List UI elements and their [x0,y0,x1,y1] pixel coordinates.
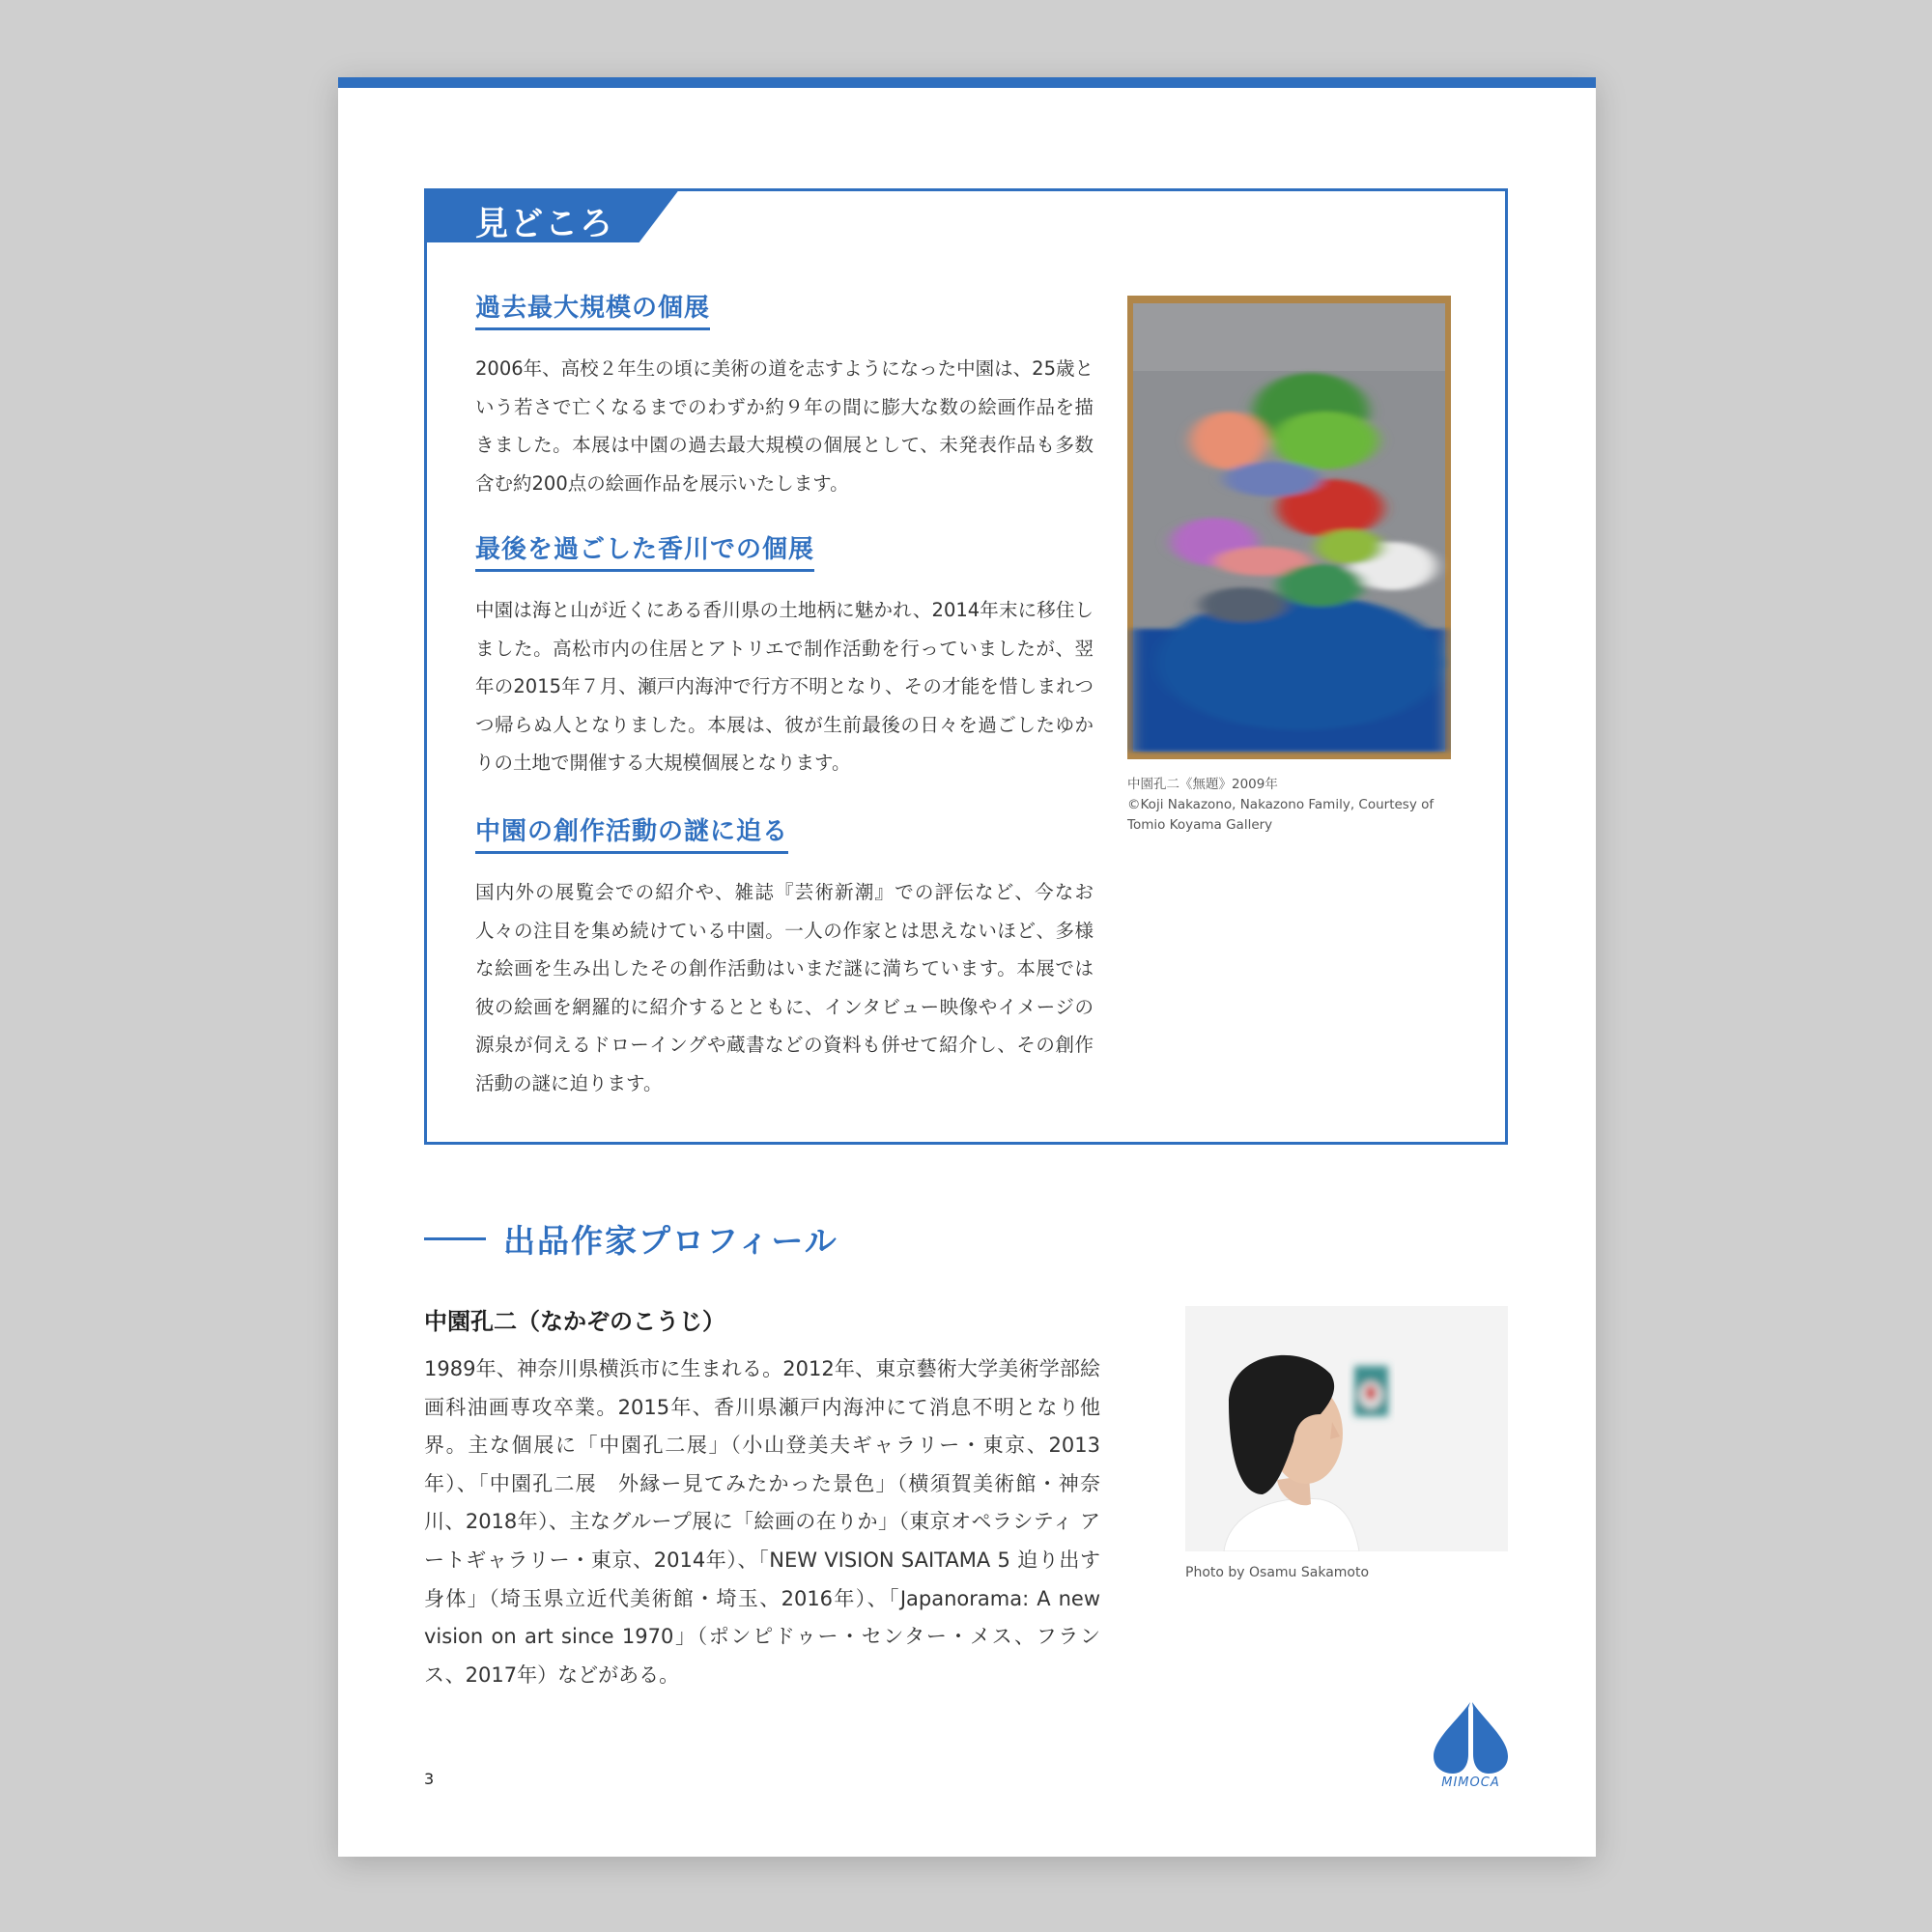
artwork-image [1127,296,1451,759]
highlights-tab-label: 見どころ [475,205,614,243]
artist-name: 中園孔二（なかぞのこうじ） [424,1308,725,1335]
profile-title: 出品作家プロフィール [503,1221,838,1260]
logo-text: MIMOCA [1441,1776,1500,1790]
highlight-body: 2006年、高校２年生の頃に美術の道を志すようになった中園は、25歳という若さで亡くなるまでのわずか約９年の間に膨大な数の絵画作品を描きました。本展は中園の過去最大規模の個展として、未発表作品も多数含む約200点の絵画作品を展示いたします。 [475,357,1094,495]
highlights-box [424,188,1508,1145]
profile-section-header [424,1217,838,1260]
artist-portrait-photo [1185,1306,1508,1551]
museum-logo [1430,1700,1512,1797]
mimoca-logo-icon [1430,1700,1512,1777]
artist-bio: 1989年、神奈川県横浜市に生まれる。2012年、東京藝術大学美術学部絵画科油画専攻卒業。2015年、香川県瀬戸内海沖にて消息不明となり他界。主な個展に「中園孔二展」（小山登美夫ギャラリー・東京、2013年）、「中園孔二展 外縁ー見てみたかった景色」（横須賀美術館・神奈川、2018年）、主なグループ展に「絵画の在りか」（東京オペラシティ アートギャラリー・東京、2014年）、「NEW VISION SAITAMA 5 迫り出す身体」（埼玉県立近代美術館・埼玉、2016年）、「Japanorama: A new vision on art since 1970」（ポンピドゥー・センター・メス、フランス、2017年）などがある。 [424,1357,1100,1687]
highlight-heading: 最後を過ごした香川での個展 [475,529,814,572]
artwork-caption [1127,775,1475,836]
highlight-section-1 [475,288,1094,502]
highlight-heading: 中園の創作活動の謎に迫る [475,811,788,854]
highlight-section-3 [475,811,1094,1102]
page-number: 3 [424,1770,435,1788]
top-accent-bar [338,77,1596,88]
highlight-body: 国内外の展覧会での紹介や、雑誌『芸術新潮』での評伝など、今なお人々の注目を集め続けている中園。一人の作家とは思えないほど、多様な絵画を生み出したその創作活動はいまだ謎に満ちています。本展では彼の絵画を網羅的に紹介するとともに、インタビュー映像やイメージの源泉が伺えるドローイングや蔵書などの資料も併せて紹介し、その創作活動の謎に迫ります。 [475,881,1094,1094]
brochure-page [338,77,1596,1857]
highlight-body: 中園は海と山が近くにある香川県の土地柄に魅かれ、2014年末に移住しました。高松市内の住居とアトリエで制作活動を行っていましたが、翌年の2015年７月、瀬戸内海沖で行方不明となり、その才能を惜しまれつつ帰らぬ人となりました。本展は、彼が生前最後の日々を過ごしたゆかりの土地で開催する大規模個展となります。 [475,599,1094,774]
portrait-caption: Photo by Osamu Sakamoto [1185,1565,1370,1580]
highlight-heading: 過去最大規模の個展 [475,288,710,330]
highlight-section-2 [475,529,1094,782]
artwork-caption-credit: ©Koji Nakazono, Nakazono Family, Courtesy of Tomio Koyama Gallery [1127,797,1435,833]
header-dash-line [424,1237,486,1240]
artwork-caption-title: 中園孔二《無題》2009年 [1127,777,1278,792]
